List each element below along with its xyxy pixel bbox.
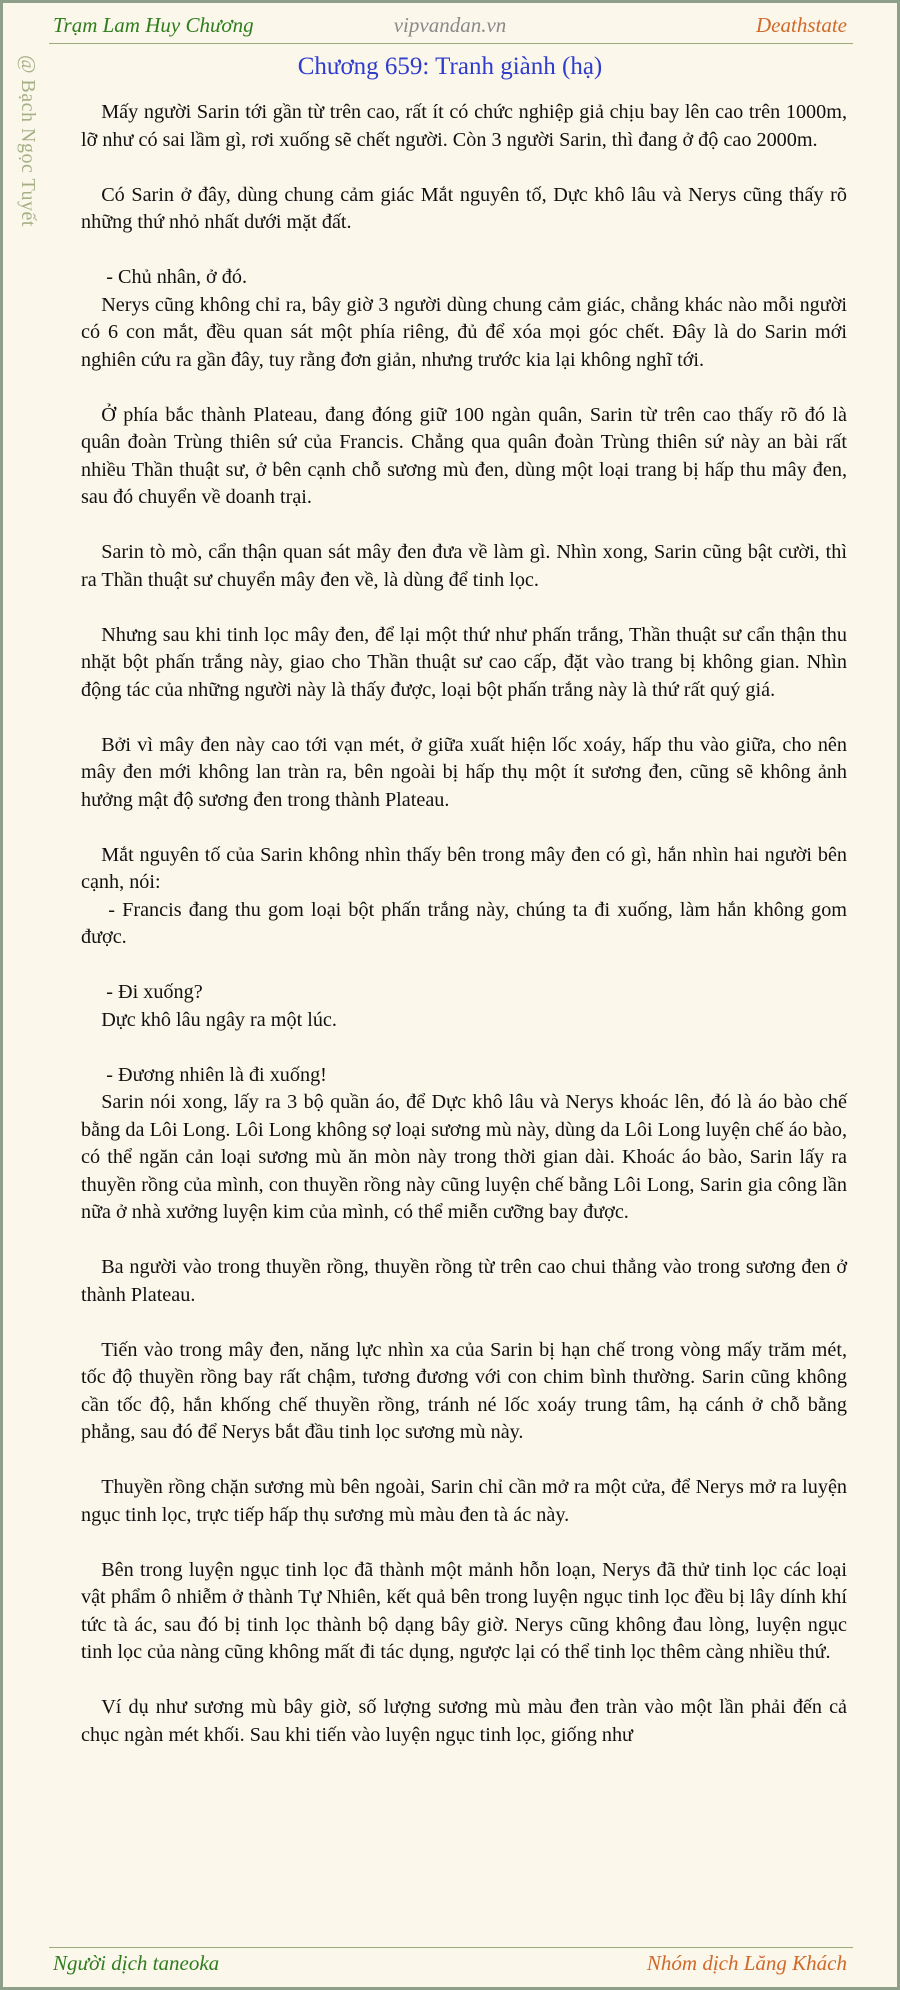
paragraph: Tiến vào trong mây đen, năng lực nhìn xa của Sarin bị hạn chế trong vòng mấy trăm mét, tốc độ thuyền rồng bay rất chậm, tương đương với con chim bình thường. Sarin cũng không cần tốc độ, hắn khống chế thuyền rồng, tránh né lốc xoáy trung tâm, hạ cánh ở chỗ bằng phẳng, sau đó để Nerys bắt đầu tinh lọc sương mù này. — [81, 1338, 847, 1443]
paragraph: Nhưng sau khi tinh lọc mây đen, để lại một thứ như phấn trắng, Thần thuật sư cẩn thận thu nhặt bột phấn trắng này, giao cho Thần thuật sư cao cấp, đặt vào trang bị không gian. Nhìn động tác của những người này là thấy được, loại bột phấn trắng này là thứ rất quý giá. — [81, 623, 847, 701]
group-credit: Nhóm dịch Lăng Khách — [646, 1951, 847, 1975]
paragraph: Mắt nguyên tố của Sarin không nhìn thấy bên trong mây đen có gì, hắn nhìn hai người bên cạnh, nói: — [81, 843, 847, 893]
paragraph: Có Sarin ở đây, dùng chung cảm giác Mắt nguyên tố, Dực khô lâu và Nerys cũng thấy rõ những thứ nhỏ nhất dưới mặt đất. — [81, 183, 847, 233]
page-header — [53, 13, 847, 41]
paragraph: Ví dụ như sương mù bây giờ, số lượng sương mù màu đen tràn vào một lần phải đến cả chục ngàn mét khối. Sau khi tiến vào luyện ngục tinh lọc, giống như — [81, 1696, 847, 1746]
paragraph: Ba người vào trong thuyền rồng, thuyền rồng từ trên cao chui thẳng vào trong sương đen ở thành Plateau. — [81, 1256, 847, 1306]
dialog-line: - Chủ nhân, ở đó. — [101, 266, 247, 288]
chapter-body — [81, 99, 847, 1777]
book-title: Trạm Lam Huy Chương — [53, 13, 254, 37]
dialog-line: - Francis đang thu gom loại bột phấn trắng này, chúng ta đi xuống, làm hắn không gom được. — [81, 898, 847, 948]
paragraph: Ở phía bắc thành Plateau, đang đóng giữ 100 ngàn quân, Sarin từ trên cao thấy rõ đó là quân đoàn Trùng thiên sứ của Francis. Chẳng qua quân đoàn Trùng thiên sứ này an bài rất nhiều Thần thuật sư, ở bên cạnh chỗ sương mù đen, dùng một loại trang bị hấp thu mây đen, sau đó chuyển về doanh trại. — [81, 403, 847, 508]
paragraph: Sarin tò mò, cẩn thận quan sát mây đen đưa về làm gì. Nhìn xong, Sarin cũng bật cười, thì ra Thần thuật sư chuyển mây đen về, là dùng để tinh lọc. — [81, 541, 847, 591]
paragraph: Dực khô lâu ngây ra một lúc. — [101, 1008, 337, 1031]
dialog-line: - Đương nhiên là đi xuống! — [101, 1063, 327, 1086]
chapter-title: Chương 659: Tranh giành (hạ) — [297, 53, 603, 80]
dialog-line: - Đi xuống? — [101, 981, 203, 1003]
page-footer — [53, 1951, 847, 1979]
paragraph: Mấy người Sarin tới gần từ trên cao, rất ít có chức nghiệp giả chịu bay lên cao trên 1000m, lỡ như có sai lầm gì, rơi xuống sẽ chết người. Còn 3 người Sarin, thì đang ở độ cao 2000m. — [81, 101, 847, 151]
paragraph: Sarin nói xong, lấy ra 3 bộ quần áo, để Dực khô lâu và Nerys khoác lên, đó là áo bào chế bằng da Lôi Long. Lôi Long không sợ loại sương mù này, dùng da Lôi Long luyện chế áo bào, có thể ngăn cản loại sương mù ăn mòn này trong thời gian dài. Khoác áo bào, Sarin lấy ra thuyền rồng của mình, con thuyền rồng này cũng luyện chế bằng Lôi Long, Sarin gia công lần nữa ở nhà xưởng luyện kim của mình, có thể miễn cưỡng bay được. — [81, 1091, 847, 1223]
translator-credit: Người dịch taneoka — [53, 1951, 220, 1975]
paragraph: Bên trong luyện ngục tinh lọc đã thành một mảnh hỗn loạn, Nerys đã thử tinh lọc các loại vật phẩm ô nhiễm ở thành Tự Nhiên, kết quả bên trong luyện ngục tinh lọc đều bị lây dính khí tức tà ác, sau đó bị tinh lọc thành bộ dạng bây giờ. Nerys cũng không đau lòng, luyện ngục tinh lọc của nàng cũng không mất đi tác dụng, ngược lại có thể tinh lọc thêm càng nhiều thứ. — [81, 1558, 847, 1663]
author-name: Deathstate — [756, 13, 847, 37]
footer-divider — [49, 1947, 853, 1948]
paragraph: Thuyền rồng chặn sương mù bên ngoài, Sarin chỉ cần mở ra một cửa, để Nerys mở ra luyện ngục tinh lọc, trực tiếp hấp thụ sương mù màu đen tà ác này. — [81, 1476, 847, 1526]
watermark-credit: @ Bạch Ngọc Tuyết — [17, 55, 39, 227]
paragraph: Nerys cũng không chỉ ra, bây giờ 3 người dùng chung cảm giác, chẳng khác nào mỗi người có 6 con mắt, đều quan sát một phía riêng, đủ để xóa mọi góc chết. Đây là do Sarin mới nghiên cứu ra gần đây, tuy rằng đơn giản, nhưng trước kia lại không nghĩ tới. — [81, 293, 847, 371]
header-divider — [49, 43, 853, 44]
site-name: vipvandan.vn — [393, 13, 507, 37]
paragraph: Bởi vì mây đen này cao tới vạn mét, ở giữa xuất hiện lốc xoáy, hấp thu vào giữa, cho nên mây đen mới không lan tràn ra, bên ngoài bị hấp thụ một ít sương đen, cũng sẽ không ảnh hưởng mật độ sương đen trong thành Plateau. — [81, 733, 847, 811]
